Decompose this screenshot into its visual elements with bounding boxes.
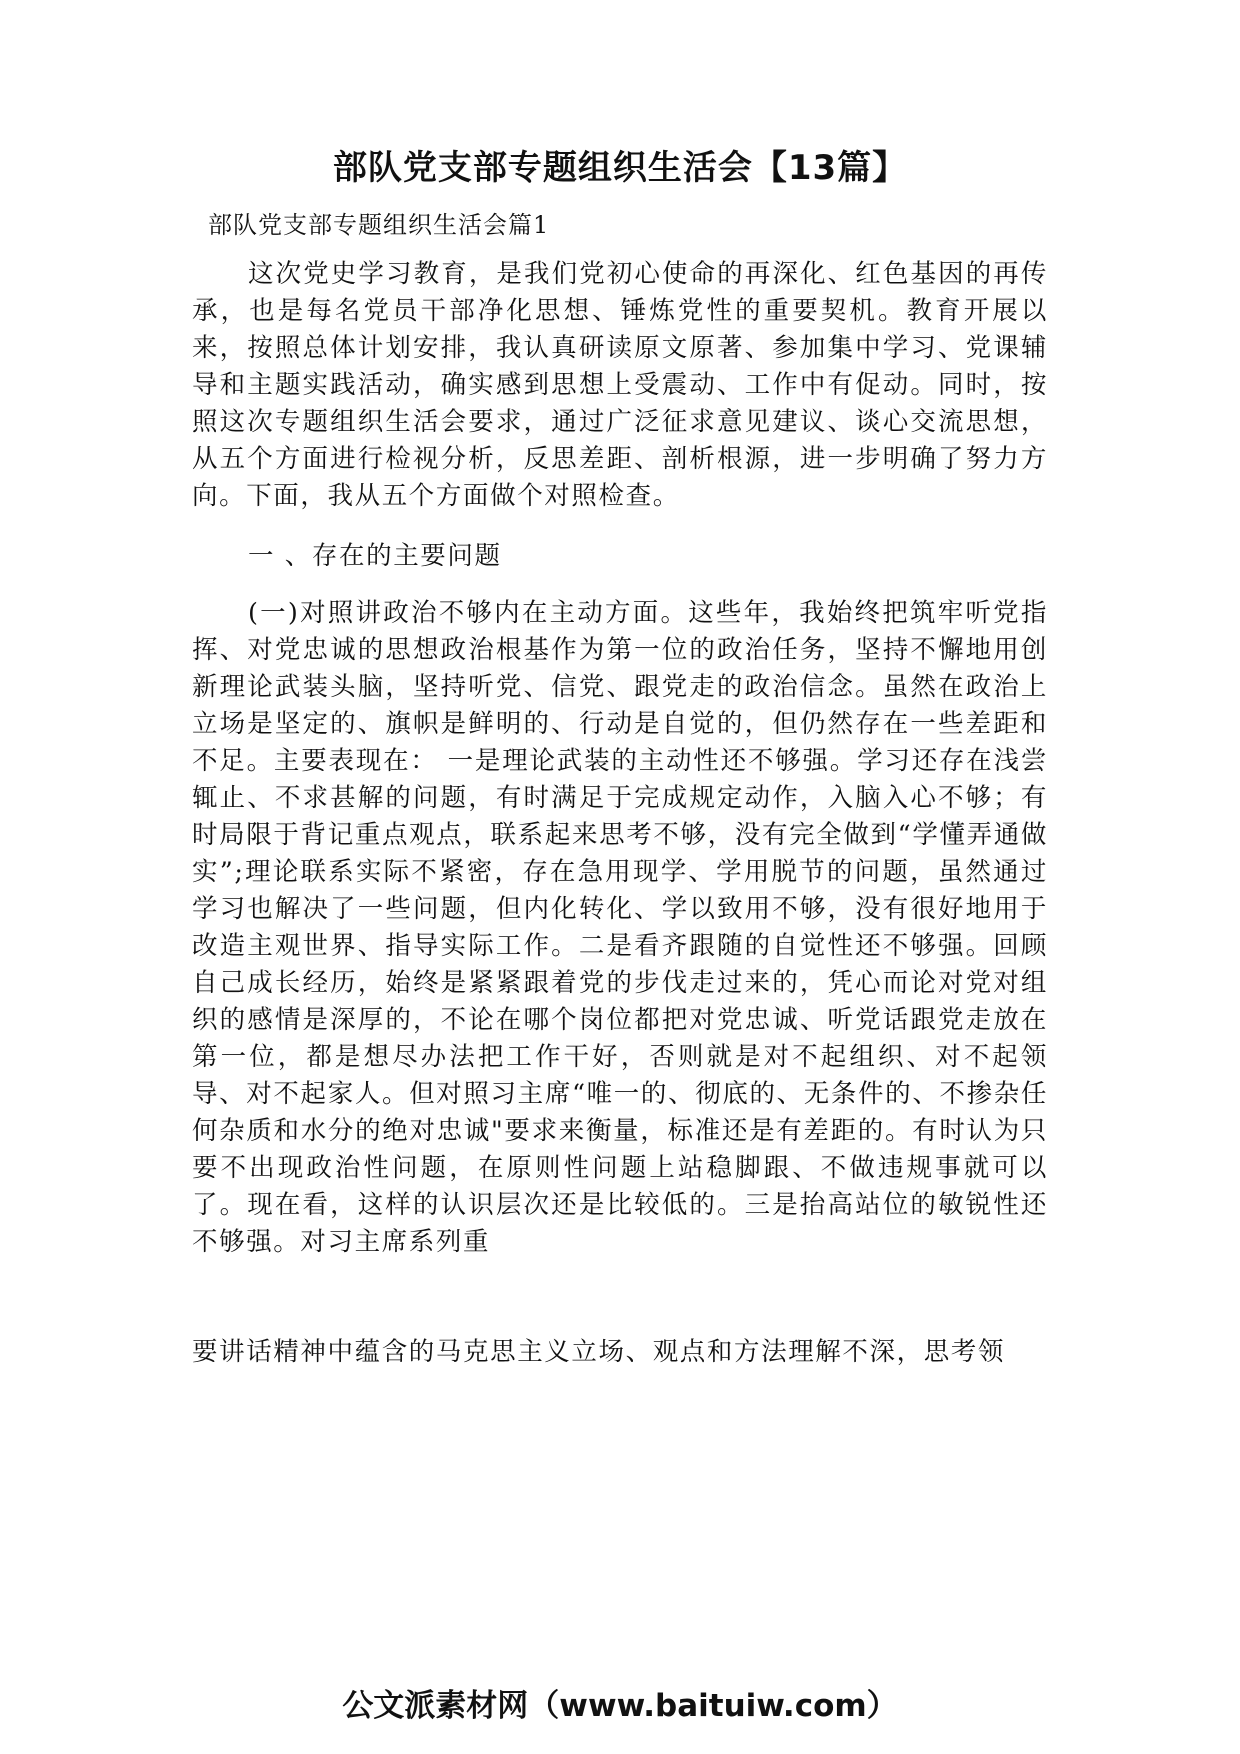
footer-watermark: 公文派素材网（www.baituiw.com）	[342, 1688, 898, 1724]
paragraph-intro: 这次党史学习教育，是我们党初心使命的再深化、红色基因的再传承，也是每名党员干部净化思想、锤炼党性的重要契机。教育开展以来，按照总体计划安排，我认真研读原文原著、参加集中学习、党课辅导和主题实践活动，确实感到思想上受震动、工作中有促动。同时，按照这次专题组织生活会要求，通过广泛征求意见建议、谈心交流思想，从五个方面进行检视分析，反思差距、剖析根源，进一步明确了努力方向。下面，我从五个方面做个对照检查。	[192, 259, 1048, 511]
paragraph-politics: (一)对照讲政治不够内在主动方面。这些年，我始终把筑牢听党指挥、对党忠诚的思想政治根基作为第一位的政治任务，坚持不懈地用创新理论武装头脑，坚持听党、信党、跟党走的政治信念。虽然在政治上立场是坚定的、旗帜是鲜明的、行动是自觉的，但仍然存在一些差距和不足。主要表现在： 一是理论武装的主动性还不够强。学习还存在浅尝辄止、不求甚解的问题，有时满足于完成规定动作，入脑入心不够；有时局限于背记重点观点，联系起来思考不够，没有完全做到“学懂弄通做实”;理论联系实际不紧密，存在急用现学、学用脱节的问题，虽然通过学习也解决了一些问题，但内化转化、学以致用不够，没有很好地用于改造主观世界、指导实际工作。二是看齐跟随的自觉性还不够强。回顾自己成长经历，始终是紧紧跟着党的步伐走过来的，凭心而论对党对组织的感情是深厚的，不论在哪个岗位都把对党忠诚、听党话跟党走放在第一位，都是想尽办法把工作干好，否则就是对不起组织、对不起领导、对不起家人。但对照习主席“唯一的、彻底的、无条件的、不掺杂任何杂质和水分的绝对忠诚"要求来衡量，标准还是有差距的。有时认为只要不出现政治性问题，在原则性问题上站稳脚跟、不做违规事就可以了。现在看，这样的认识层次还是比较低的。三是抬高站位的敏锐性还不够强。对习主席系列重	[192, 598, 1048, 1257]
paragraph-continued: 要讲话精神中蕴含的马克思主义立场、观点和方法理解不深，思考领	[192, 1337, 1006, 1367]
document-subtitle: 部队党支部专题组织生活会篇1	[208, 211, 550, 239]
document-title: 部队党支部专题组织生活会【13篇】	[332, 148, 908, 188]
section-heading: 一 、存在的主要问题	[248, 541, 502, 571]
